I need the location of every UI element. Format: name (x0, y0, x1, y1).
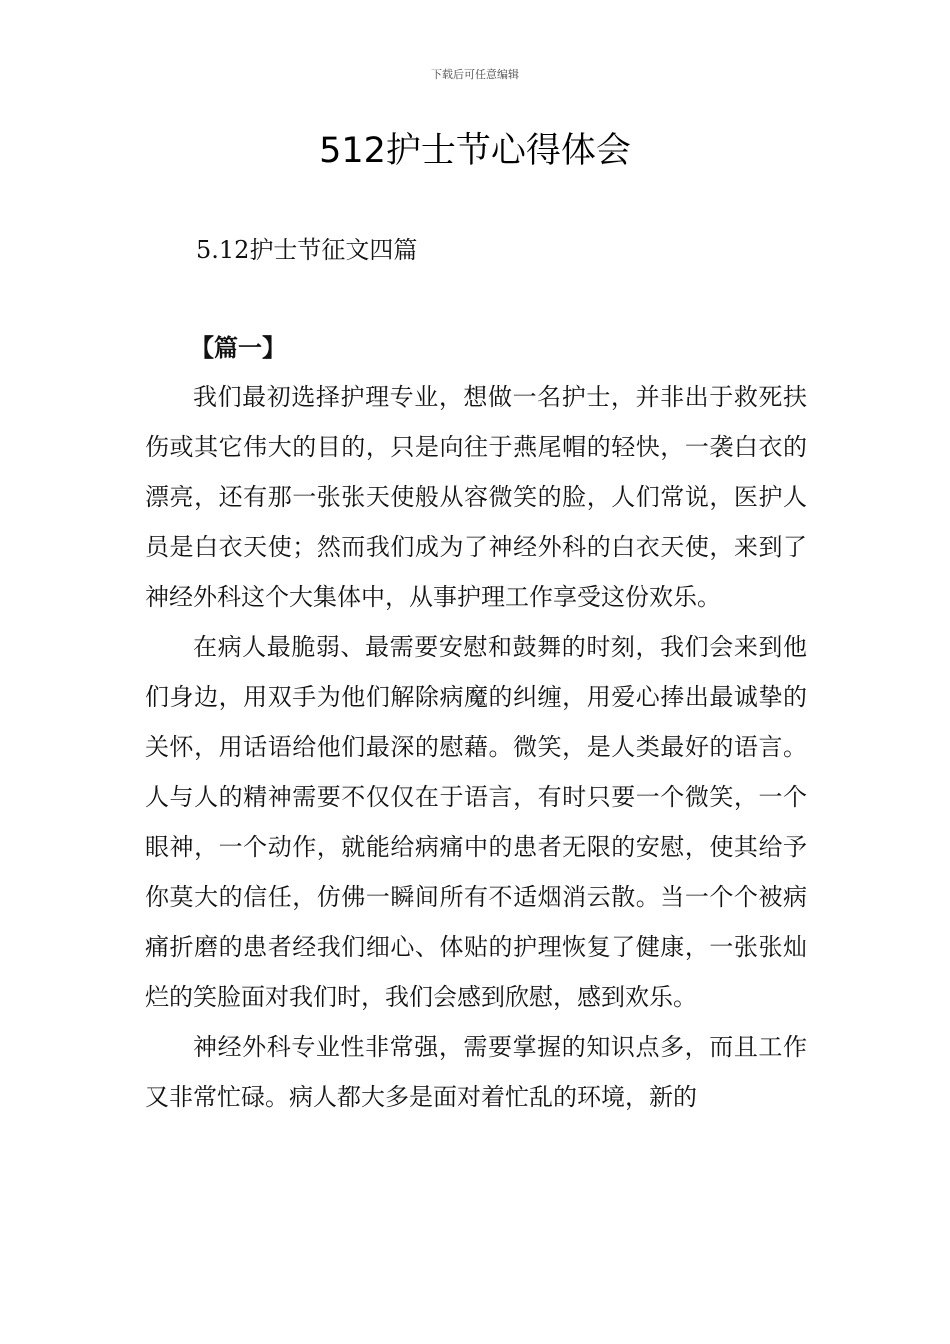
document-subtitle: 5.12护士节征文四篇 (196, 236, 418, 264)
paragraph: 在病人最脆弱、最需要安慰和鼓舞的时刻，我们会来到他们身边，用双手为他们解除病魔的纠缠，用爱心捧出最诚挚的关怀，用话语给他们最深的慰藉。微笑，是人类最好的语言。人与人的精神需要不仅仅在于语言，有时只要一个微笑，一个眼神，一个动作，就能给病痛中的患者无限的安慰，使其给予你莫大的信任，仿佛一瞬间所有不适烟消云散。当一个个被病痛折磨的患者经我们细心、体贴的护理恢复了健康，一张张灿烂的笑脸面对我们时，我们会感到欣慰，感到欢乐。 (145, 633, 807, 1011)
paragraph: 我们最初选择护理专业，想做一名护士，并非出于救死扶伤或其它伟大的目的，只是向往于燕尾帽的轻快，一袭白衣的漂亮，还有那一张张天使般从容微笑的脸，人们常说，医护人员是白衣天使；然而我们成为了神经外科的白衣天使，来到了神经外科这个大集体中，从事护理工作享受这份欢乐。 (145, 383, 807, 611)
section-heading: 【篇一】 (190, 333, 286, 362)
document-title: 512护士节心得体会 (319, 131, 631, 171)
header-note: 下载后可任意编辑 (431, 68, 519, 81)
document-body (145, 372, 807, 1122)
paragraph: 神经外科专业性非常强，需要掌握的知识点多，而且工作又非常忙碌。病人都大多是面对着忙乱的环境，新的 (145, 1033, 807, 1111)
